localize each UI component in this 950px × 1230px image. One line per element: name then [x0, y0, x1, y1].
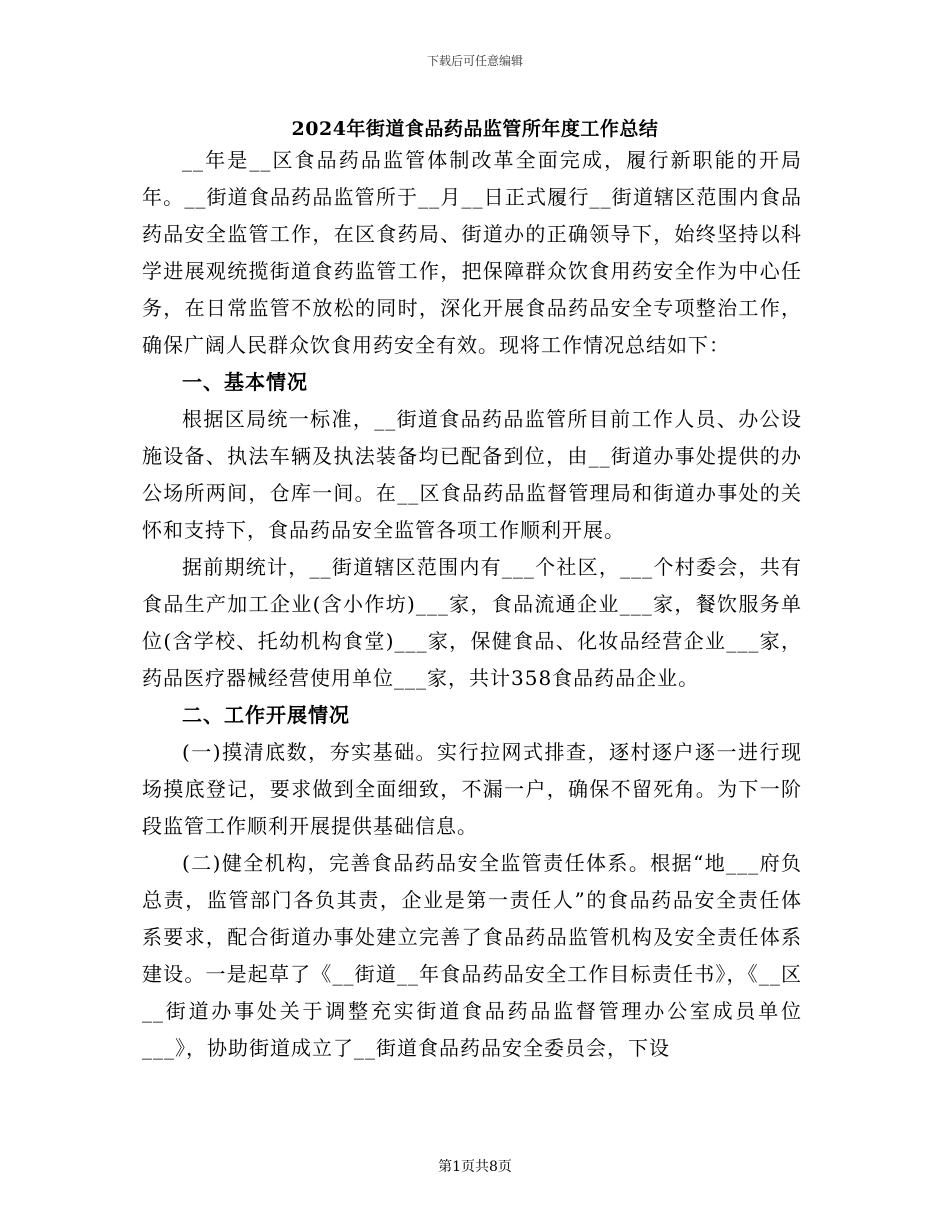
document-title: 2024年街道食品药品监管所年度工作总结 — [291, 118, 659, 140]
work-paragraph-1: (一)摸清底数，夯实基础。实行拉网式排查，逐村逐户逐一进行现场摸底登记，要求做到全面细致，不漏一户，确保不留死角。为下一阶段监管工作顺利开展提供基础信息。 — [142, 740, 802, 838]
page-footer: 第1页共8页 — [438, 1159, 512, 1175]
section-heading-work: 二、工作开展情况 — [182, 703, 350, 727]
basic-paragraph-1: 根据区局统一标准，__街道食品药品监管所目前工作人员、办公设施设备、执法车辆及执法装备均已配备到位，由__街道办事处提供的办公场所两间，仓库一间。在__区食品药品监督管理局和街道办事处的关怀和支持下，食品药品安全监管各项工作顺利开展。 — [142, 407, 802, 542]
header-note: 下载后可任意编辑 — [426, 54, 523, 68]
intro-paragraph: __年是__区食品药品监管体制改革全面完成，履行新职能的开局年。__街道食品药品监管所于__月__日正式履行__街道辖区范围内食品药品安全监管工作，在区食药局、街道办的正确领导下，始终坚持以科学进展观统揽街道食药监管工作，把保障群众饮食用药安全作为中心任务，在日常监管不放松的同时，深化开展食品药品安全专项整治工作，确保广阔人民群众饮食用药安全有效。现将工作情况总结如下： — [142, 148, 802, 357]
section-heading-basic: 一、基本情况 — [182, 370, 308, 394]
basic-paragraph-2: 据前期统计，__街道辖区范围内有___个社区，___个村委会，共有食品生产加工企业(含小作坊)___家，食品流通企业___家，餐饮服务单位(含学校、托幼机构食堂)___家，保健食品、化妆品经营企业___家，药品医疗器械经营使用单位___家，共计358食品药品企业。 — [142, 555, 802, 690]
document-body — [142, 142, 802, 1067]
work-paragraph-2: (二)健全机构，完善食品药品安全监管责任体系。根据“地___府负总责，监管部门各负其责，企业是第一责任人”的食品药品安全责任体系要求，配合街道办事处建立完善了食品药品监管机构及安全责任体系建设。一是起草了《__街道__年食品药品安全工作目标责任书》，《__区__街道办事处关于调整充实街道食品药品监督管理办公室成员单位___》，协助街道成立了__街道食品药品安全委员会，下设 — [142, 851, 802, 1060]
